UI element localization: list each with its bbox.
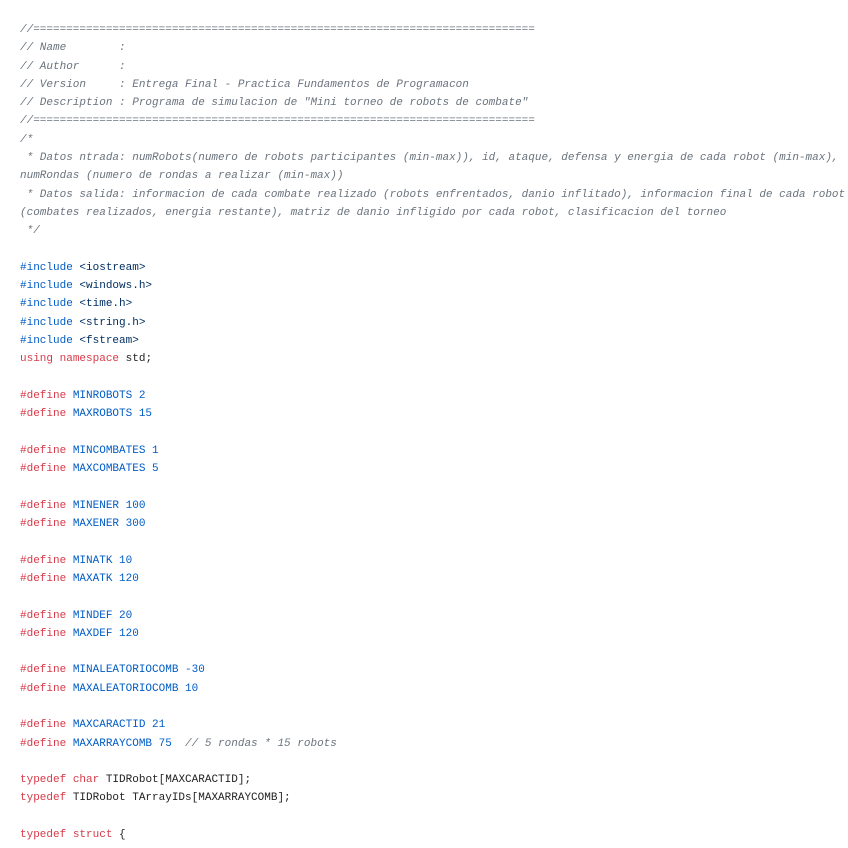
code-token: #include [20, 280, 73, 293]
code-line [20, 58, 848, 76]
code-token: namespace [59, 353, 120, 366]
code-token: */ [20, 225, 40, 238]
code-token: #define [20, 554, 67, 567]
code-line [20, 167, 848, 185]
code-line [20, 497, 848, 515]
code-token: TIDRobot TArrayIDs[MAXARRAYCOMB]; [66, 792, 291, 805]
code-token: #define [20, 463, 67, 476]
code-token: MAXENER 300 [66, 518, 146, 531]
code-line [20, 186, 848, 204]
code-line [20, 460, 848, 478]
code-token [66, 774, 73, 786]
code-line [20, 588, 848, 606]
code-line [20, 789, 848, 807]
code-line [20, 607, 848, 625]
code-token: #define [20, 408, 67, 421]
code-line [20, 515, 848, 533]
code-token: // Version : Entrega Final - Practica Fundamentos de Programacon [20, 78, 469, 91]
code-token: { [112, 829, 126, 842]
code-line [20, 21, 848, 39]
code-token: #define [20, 444, 67, 457]
code-line [20, 625, 848, 643]
code-line [20, 259, 848, 277]
code-line [20, 94, 848, 112]
code-line [20, 241, 848, 259]
code-line [20, 39, 848, 57]
code-line [20, 570, 848, 588]
code-token: MAXATK 120 [66, 572, 139, 585]
code-token [53, 353, 60, 365]
code-token: MINALEATORIOCOMB -30 [66, 664, 205, 677]
code-token: MAXARRAYCOMB 75 [66, 737, 172, 750]
code-token: #define [20, 664, 67, 677]
code-line [20, 533, 848, 551]
code-token: // Description : Programa de simulacion de "Mini torneo de robots de combate" [20, 97, 529, 110]
code-line [20, 716, 848, 734]
code-token: #include [20, 261, 73, 274]
code-editor[interactable] [20, 21, 848, 844]
code-token: * Datos ntrada: numRobots(numero de robots participantes (min-max)), id, ataque, defensa y energia de cada robot (min-max), [20, 152, 839, 165]
code-line [20, 424, 848, 442]
code-token: #define [20, 737, 67, 750]
code-token: //============================================================================ [20, 115, 535, 128]
code-line [20, 387, 848, 405]
code-token: <windows.h> [79, 280, 153, 293]
code-token: <iostream> [79, 261, 146, 274]
code-token: #define [20, 499, 67, 512]
code-token: typedef [20, 792, 67, 805]
code-token [66, 829, 73, 841]
code-token: // Author : [20, 60, 126, 73]
code-line [20, 314, 848, 332]
code-line [20, 350, 848, 368]
code-token: #define [20, 682, 67, 695]
code-line [20, 680, 848, 698]
code-token: typedef [20, 774, 67, 787]
code-token: #define [20, 572, 67, 585]
code-token: MAXALEATORIOCOMB 10 [66, 682, 199, 695]
code-line [20, 661, 848, 679]
code-line [20, 808, 848, 826]
code-token: MAXCARACTID 21 [66, 719, 166, 732]
code-token: #include [20, 335, 73, 348]
code-token: * Datos salida: informacion de cada combate realizado (robots enfrentados, danio inflitado), informacion final de cada robot [20, 188, 846, 201]
code-token: MAXCOMBATES 5 [66, 463, 159, 476]
code-token: MINATK 10 [66, 554, 133, 567]
code-line [20, 112, 848, 130]
code-token: // 5 rondas * 15 robots [171, 737, 337, 750]
code-token: #define [20, 719, 67, 732]
code-line [20, 204, 848, 222]
code-token: <time.h> [79, 298, 133, 311]
code-token: using [20, 353, 54, 366]
code-token: MAXDEF 120 [66, 627, 139, 640]
code-line [20, 735, 848, 753]
code-token: #define [20, 609, 67, 622]
code-token: //============================================================================ [20, 24, 535, 36]
code-token: #define [20, 518, 67, 531]
code-token: <fstream> [79, 335, 139, 348]
code-token: /* [20, 133, 34, 146]
code-token: MINDEF 20 [66, 609, 133, 622]
code-line [20, 277, 848, 295]
code-line [20, 442, 848, 460]
code-line [20, 478, 848, 496]
code-token: (combates realizados, energia restante), matriz de danio infligido por cada robot, clasificacion del torneo [20, 206, 727, 219]
code-token: <string.h> [79, 316, 146, 329]
code-line [20, 131, 848, 149]
code-token: MINCOMBATES 1 [66, 444, 159, 457]
code-token: char [72, 774, 100, 787]
code-line [20, 753, 848, 771]
code-token: #include [20, 298, 73, 311]
code-token: MINROBOTS 2 [66, 389, 146, 402]
code-token: #define [20, 627, 67, 640]
code-line [20, 643, 848, 661]
code-token: struct [72, 829, 113, 842]
code-token: std; [119, 353, 153, 366]
code-line [20, 369, 848, 387]
code-line [20, 222, 848, 240]
code-line [20, 295, 848, 313]
code-token: MAXROBOTS 15 [66, 408, 153, 421]
code-token: numRondas (numero de rondas a realizar (min-max)) [20, 170, 344, 183]
code-line [20, 826, 848, 844]
code-line [20, 771, 848, 789]
code-token: typedef [20, 829, 67, 842]
code-line [20, 552, 848, 570]
code-token: // Name : [20, 42, 126, 55]
code-line [20, 332, 848, 350]
code-line [20, 405, 848, 423]
code-line [20, 149, 848, 167]
code-token: MINENER 100 [66, 499, 146, 512]
code-token: TIDRobot[MAXCARACTID]; [99, 774, 252, 787]
code-line [20, 698, 848, 716]
code-token: #define [20, 389, 67, 402]
code-line [20, 76, 848, 94]
code-token: #include [20, 316, 73, 329]
